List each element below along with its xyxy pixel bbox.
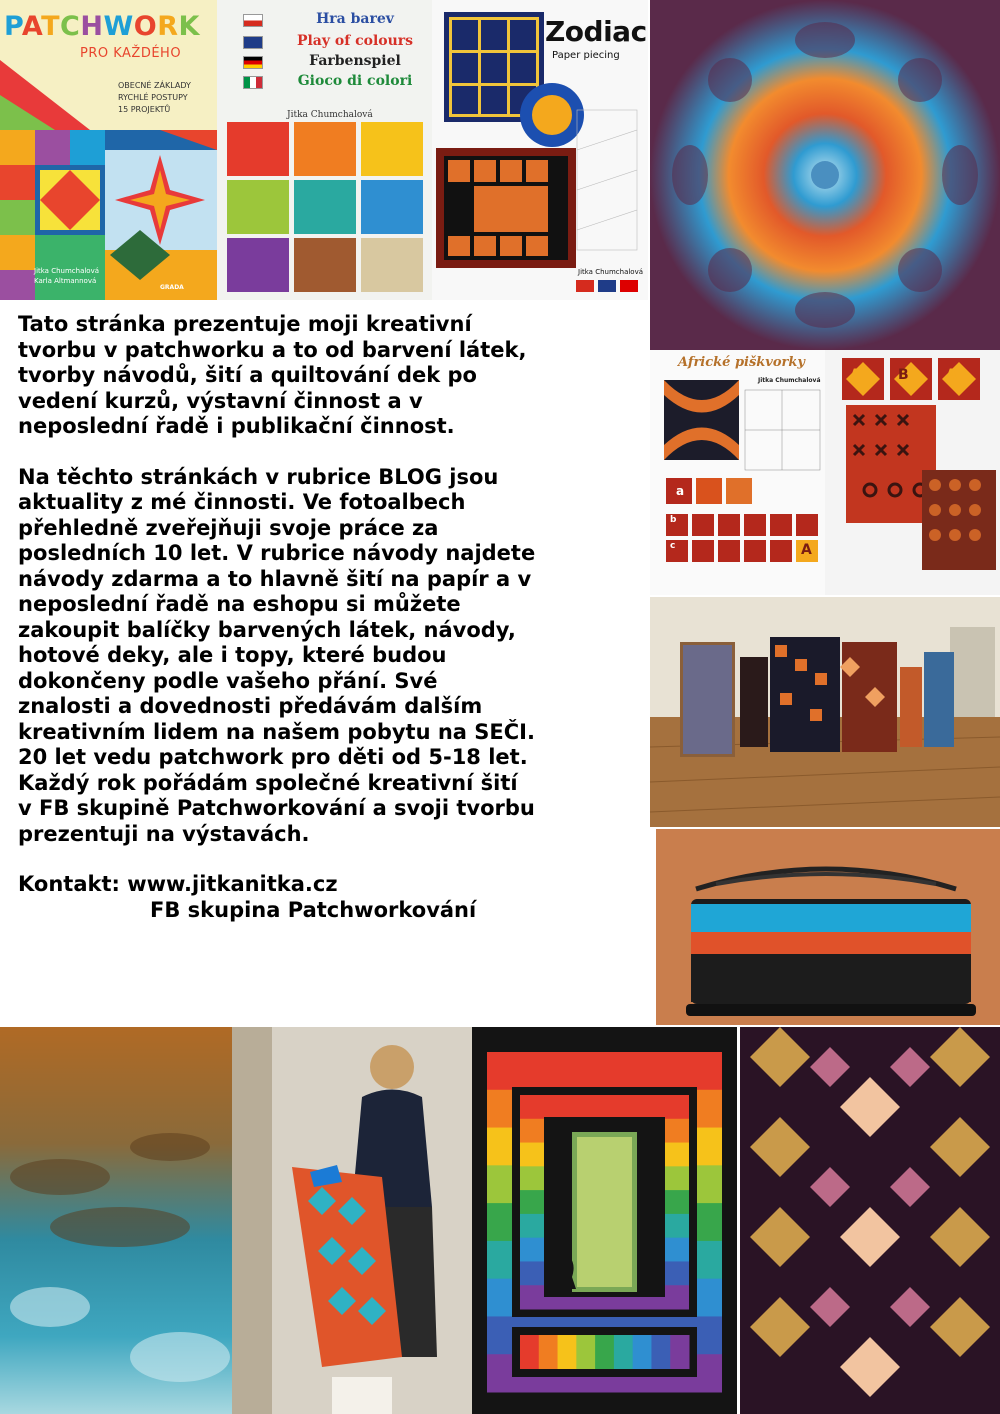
exhibition-illustration: [650, 597, 1000, 827]
diamond-chevron-quilt-photo: [740, 1027, 1000, 1414]
pattern-letter: A: [850, 367, 861, 383]
book-cover-zodiac: [432, 0, 648, 300]
african-tic-tac-toe-pattern-sheet: [650, 350, 1000, 595]
flag-uk-icon: [243, 36, 263, 49]
logo-letter: A: [21, 11, 42, 42]
quilt-thumbnail: [227, 238, 289, 292]
book-bullet: OBECNÉ ZÁKLADY: [118, 81, 191, 90]
bottom-stripe: [520, 1335, 539, 1369]
contact-website: Kontakt: www.jitkanitka.cz: [18, 872, 338, 896]
logo-letter: K: [178, 11, 200, 42]
pattern-letter: a: [676, 484, 685, 498]
book-author: Karla Altmannová: [34, 277, 97, 285]
tie-dye-fabric-photo: [650, 0, 1000, 350]
exhibition-hall-photo: [650, 597, 1000, 827]
pattern-title: Africké piškvorky: [678, 355, 805, 370]
pattern-letter: A: [946, 367, 957, 383]
inner-stripe: [520, 1095, 689, 1119]
bottom-stripe: [670, 1335, 689, 1369]
marbled-fabric-illustration: [0, 1027, 232, 1414]
logo-letter: W: [103, 11, 134, 42]
book-bullet: 15 PROJEKTŮ: [118, 105, 171, 114]
bottom-stripe: [558, 1335, 577, 1369]
book-cover-play-of-colours: [217, 0, 432, 300]
flag-it-icon: [243, 76, 263, 89]
book-title-cz: Hra barev: [316, 11, 394, 27]
rainbow-quilt-illustration: [472, 1027, 737, 1414]
tie-dye-pattern: [650, 0, 1000, 350]
marbled-fabric-photo: [0, 1027, 232, 1414]
quilt-thumbnail: [227, 122, 289, 176]
logo-letter: O: [133, 11, 158, 42]
book-title-de: Farbenspiel: [309, 53, 401, 69]
pattern-letter: c: [670, 541, 676, 551]
intro-paragraph: Tato stránka prezentuje moji kreativní tvorbu v patchworku a to od barvení látek, tvorby návodů, šití a quiltování dek po vedení kurzů, výstavní činnost a v neposlední řadě i publikační činnost.: [18, 312, 527, 438]
pattern-author: Jitka Chumchalová: [758, 377, 821, 384]
contact-block: [18, 872, 648, 923]
book-authors: [34, 266, 99, 286]
book-subtitle: Paper piecing: [552, 50, 620, 61]
book-subtitle: PRO KAŽDÉHO: [80, 46, 182, 61]
flag-de-icon: [243, 56, 263, 69]
intro-text-block: [18, 312, 648, 923]
book-author: Jitka Chumchalová: [34, 267, 100, 275]
book-title: Zodiac: [545, 15, 647, 48]
patchwork-quilt-illustration: [0, 0, 217, 300]
book-title-en: Play of colours: [296, 33, 414, 49]
quilt-thumbnail: [227, 180, 289, 234]
book-bullet: RYCHLÉ POSTUPY: [118, 93, 188, 102]
bottom-stripe: [614, 1335, 633, 1369]
logo-letter: H: [80, 11, 104, 42]
book-title-it: Gioco di colori: [297, 73, 413, 89]
rainbow-cat-quilt-photo: [472, 1027, 737, 1414]
center-panel-light: [577, 1137, 632, 1287]
activity-paragraph: Na těchto stránkách v rubrice BLOG jsou aktuality z mé činnosti. Ve fotoalbech přehledně zveřejňuji svoje práce za posledních 10 let. V rubrice návody najdete návody zdarma a to hlavně šití na papír a v neposlední řadě na eshopu si můžete zakoupit balíčky barvených látek, návody, hotové deky, ale i topy, které budou dokončeny podle vašeho přání. Své znalosti a dovednosti předávám dalším kreativním lidem na našem pobytu na SEČI. 20 let vedu patchwork pro děti od 5-18 let. Každý rok pořádám společné kreativní šití v FB skupině Patchworkování a svoji tvorbu prezentuji na výstavách.: [18, 464, 536, 846]
quilt-thumbnail: [294, 122, 356, 176]
pattern-sheet-illustration: [650, 350, 1000, 595]
logo-letter: C: [60, 11, 81, 42]
quilt-thumbnail: [294, 180, 356, 234]
flag-cz-icon: [243, 14, 263, 27]
bottom-stripe: [651, 1335, 670, 1369]
pattern-letter: b: [670, 515, 677, 525]
ironing-patchwork-photo: [232, 1027, 472, 1414]
bottom-stripe: [595, 1335, 614, 1369]
sewing-bag-photo: [656, 829, 1000, 1025]
bottom-stripe: [539, 1335, 558, 1369]
quilt-thumbnail: [361, 122, 423, 176]
quilt-thumbnail: [361, 180, 423, 234]
diamond-quilt-illustration: [740, 1027, 1000, 1414]
logo-letter: R: [157, 11, 179, 42]
book-author: Jitka Chumchalová: [287, 110, 373, 120]
book-logo: [4, 12, 214, 42]
logo-letter: P: [4, 11, 22, 42]
logo-letter: T: [41, 11, 61, 42]
ironing-illustration: [232, 1027, 472, 1414]
book-cover-patchwork: [0, 0, 217, 300]
bottom-stripe: [576, 1335, 595, 1369]
quilt-thumbnail: [294, 238, 356, 292]
publisher-logo: GRADA: [160, 284, 184, 291]
book-author: Jitka Chumchalová: [578, 268, 644, 276]
quilt-thumbnail: [361, 238, 423, 292]
quilt-thumbnail-grid: [227, 122, 427, 297]
rainbow-stripe: [487, 1052, 722, 1090]
contact-fb-group: FB skupina Patchworkování: [150, 897, 477, 922]
pattern-letter: A: [801, 542, 812, 558]
pattern-letter: B: [898, 367, 909, 383]
bottom-stripe: [633, 1335, 652, 1369]
bag-illustration: [656, 829, 1000, 1025]
book-bullet-list: [118, 80, 191, 116]
